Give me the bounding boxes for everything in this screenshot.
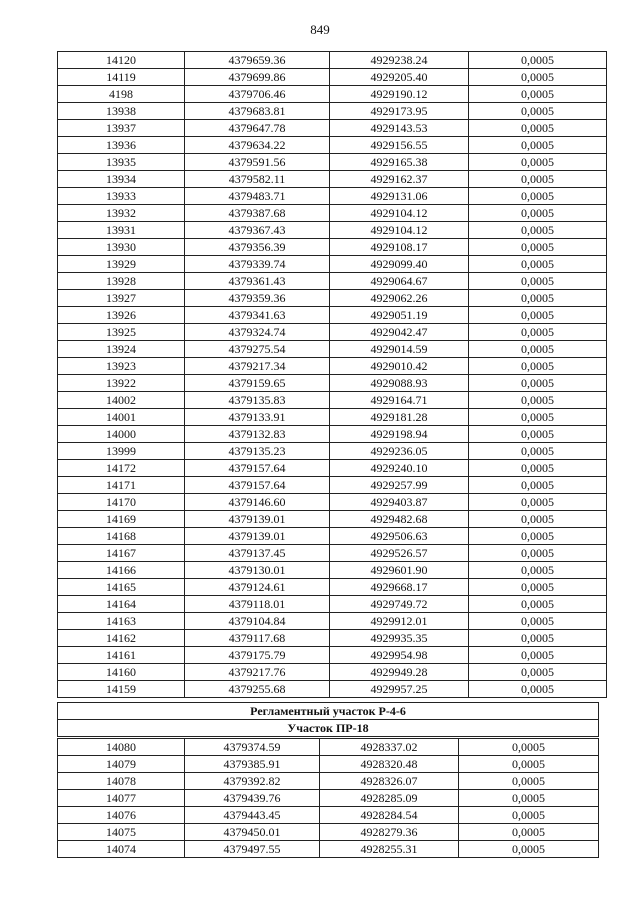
point-number-cell: 14119 bbox=[58, 69, 185, 86]
point-number-cell: 14168 bbox=[58, 528, 185, 545]
table-row bbox=[58, 773, 599, 790]
x-coordinate-cell: 4379582.11 bbox=[185, 171, 330, 188]
y-coordinate-cell: 4929165.38 bbox=[330, 154, 469, 171]
x-coordinate-cell: 4379217.34 bbox=[185, 358, 330, 375]
point-number-cell: 14000 bbox=[58, 426, 185, 443]
x-coordinate-cell: 4379133.91 bbox=[185, 409, 330, 426]
x-coordinate-cell: 4379135.83 bbox=[185, 392, 330, 409]
accuracy-cell: 0,0005 bbox=[469, 613, 607, 630]
accuracy-cell: 0,0005 bbox=[469, 341, 607, 358]
x-coordinate-cell: 4379130.01 bbox=[185, 562, 330, 579]
table-row bbox=[58, 222, 607, 239]
y-coordinate-cell: 4929205.40 bbox=[330, 69, 469, 86]
point-number-cell: 13934 bbox=[58, 171, 185, 188]
y-coordinate-cell: 4929954.98 bbox=[330, 647, 469, 664]
y-coordinate-cell: 4929601.90 bbox=[330, 562, 469, 579]
y-coordinate-cell: 4929668.17 bbox=[330, 579, 469, 596]
x-coordinate-cell: 4379132.83 bbox=[185, 426, 330, 443]
y-coordinate-cell: 4929062.26 bbox=[330, 290, 469, 307]
table-row bbox=[58, 477, 607, 494]
table-row bbox=[58, 681, 607, 698]
table-row bbox=[58, 511, 607, 528]
point-number-cell: 13929 bbox=[58, 256, 185, 273]
y-coordinate-cell: 4928285.09 bbox=[320, 790, 459, 807]
y-coordinate-cell: 4929104.12 bbox=[330, 205, 469, 222]
y-coordinate-cell: 4928284.54 bbox=[320, 807, 459, 824]
point-number-cell: 13922 bbox=[58, 375, 185, 392]
accuracy-cell: 0,0005 bbox=[469, 52, 607, 69]
table-row bbox=[58, 273, 607, 290]
y-coordinate-cell: 4929088.93 bbox=[330, 375, 469, 392]
table-row bbox=[58, 103, 607, 120]
x-coordinate-cell: 4379324.74 bbox=[185, 324, 330, 341]
y-coordinate-cell: 4929051.19 bbox=[330, 307, 469, 324]
accuracy-cell: 0,0005 bbox=[469, 630, 607, 647]
coordinates-table-body bbox=[58, 52, 607, 698]
accuracy-cell: 0,0005 bbox=[469, 596, 607, 613]
point-number-cell: 13931 bbox=[58, 222, 185, 239]
point-number-cell: 14159 bbox=[58, 681, 185, 698]
section-heading-regulated-plot: Регламентный участок Р-4-6 bbox=[58, 703, 599, 720]
point-number-cell: 14167 bbox=[58, 545, 185, 562]
point-number-cell: 13926 bbox=[58, 307, 185, 324]
accuracy-cell: 0,0005 bbox=[469, 103, 607, 120]
x-coordinate-cell: 4379683.81 bbox=[185, 103, 330, 120]
accuracy-cell: 0,0005 bbox=[469, 307, 607, 324]
x-coordinate-cell: 4379135.23 bbox=[185, 443, 330, 460]
accuracy-cell: 0,0005 bbox=[469, 120, 607, 137]
x-coordinate-cell: 4379374.59 bbox=[185, 739, 320, 756]
table-row bbox=[58, 52, 607, 69]
table-row bbox=[58, 358, 607, 375]
section-headings-table bbox=[57, 702, 599, 737]
point-number-cell: 14076 bbox=[58, 807, 185, 824]
accuracy-cell: 0,0005 bbox=[469, 69, 607, 86]
x-coordinate-cell: 4379341.63 bbox=[185, 307, 330, 324]
accuracy-cell: 0,0005 bbox=[469, 562, 607, 579]
table-row bbox=[58, 596, 607, 613]
accuracy-cell: 0,0005 bbox=[469, 222, 607, 239]
table-row bbox=[58, 443, 607, 460]
x-coordinate-cell: 4379137.45 bbox=[185, 545, 330, 562]
y-coordinate-cell: 4929198.94 bbox=[330, 426, 469, 443]
y-coordinate-cell: 4929010.42 bbox=[330, 358, 469, 375]
x-coordinate-cell: 4379367.43 bbox=[185, 222, 330, 239]
point-number-cell: 14164 bbox=[58, 596, 185, 613]
accuracy-cell: 0,0005 bbox=[459, 756, 599, 773]
y-coordinate-cell: 4929190.12 bbox=[330, 86, 469, 103]
table-row bbox=[58, 375, 607, 392]
point-number-cell: 14172 bbox=[58, 460, 185, 477]
point-number-cell: 14001 bbox=[58, 409, 185, 426]
accuracy-cell: 0,0005 bbox=[469, 358, 607, 375]
point-number-cell: 14170 bbox=[58, 494, 185, 511]
point-number-cell: 14077 bbox=[58, 790, 185, 807]
y-coordinate-cell: 4929108.17 bbox=[330, 239, 469, 256]
accuracy-cell: 0,0005 bbox=[459, 824, 599, 841]
accuracy-cell: 0,0005 bbox=[469, 290, 607, 307]
x-coordinate-cell: 4379159.65 bbox=[185, 375, 330, 392]
table-row bbox=[58, 790, 599, 807]
x-coordinate-cell: 4379699.86 bbox=[185, 69, 330, 86]
table-row bbox=[58, 86, 607, 103]
section-heading-plot: Участок ПР-18 bbox=[58, 720, 599, 737]
x-coordinate-cell: 4379706.46 bbox=[185, 86, 330, 103]
x-coordinate-cell: 4379118.01 bbox=[185, 596, 330, 613]
x-coordinate-cell: 4379146.60 bbox=[185, 494, 330, 511]
accuracy-cell: 0,0005 bbox=[469, 188, 607, 205]
x-coordinate-cell: 4379104.84 bbox=[185, 613, 330, 630]
point-number-cell: 14075 bbox=[58, 824, 185, 841]
point-number-cell: 13927 bbox=[58, 290, 185, 307]
x-coordinate-cell: 4379659.36 bbox=[185, 52, 330, 69]
y-coordinate-cell: 4929143.53 bbox=[330, 120, 469, 137]
x-coordinate-cell: 4379591.56 bbox=[185, 154, 330, 171]
point-number-cell: 14169 bbox=[58, 511, 185, 528]
x-coordinate-cell: 4379443.45 bbox=[185, 807, 320, 824]
y-coordinate-cell: 4928279.36 bbox=[320, 824, 459, 841]
table-row bbox=[58, 205, 607, 222]
x-coordinate-cell: 4379392.82 bbox=[185, 773, 320, 790]
accuracy-cell: 0,0005 bbox=[459, 841, 599, 858]
table-row bbox=[58, 460, 607, 477]
x-coordinate-cell: 4379385.91 bbox=[185, 756, 320, 773]
y-coordinate-cell: 4929506.63 bbox=[330, 528, 469, 545]
y-coordinate-cell: 4929912.01 bbox=[330, 613, 469, 630]
y-coordinate-cell: 4929164.71 bbox=[330, 392, 469, 409]
table-row bbox=[58, 426, 607, 443]
point-number-cell: 14171 bbox=[58, 477, 185, 494]
point-number-cell: 14162 bbox=[58, 630, 185, 647]
accuracy-cell: 0,0005 bbox=[469, 239, 607, 256]
accuracy-cell: 0,0005 bbox=[469, 205, 607, 222]
point-number-cell: 13930 bbox=[58, 239, 185, 256]
table-row bbox=[58, 324, 607, 341]
y-coordinate-cell: 4929014.59 bbox=[330, 341, 469, 358]
x-coordinate-cell: 4379483.71 bbox=[185, 188, 330, 205]
y-coordinate-cell: 4929238.24 bbox=[330, 52, 469, 69]
accuracy-cell: 0,0005 bbox=[469, 154, 607, 171]
accuracy-cell: 0,0005 bbox=[459, 739, 599, 756]
x-coordinate-cell: 4379255.68 bbox=[185, 681, 330, 698]
x-coordinate-cell: 4379175.79 bbox=[185, 647, 330, 664]
point-number-cell: 13923 bbox=[58, 358, 185, 375]
accuracy-cell: 0,0005 bbox=[469, 392, 607, 409]
accuracy-cell: 0,0005 bbox=[469, 664, 607, 681]
table-row bbox=[58, 171, 607, 188]
y-coordinate-cell: 4929935.35 bbox=[330, 630, 469, 647]
y-coordinate-cell: 4929162.37 bbox=[330, 171, 469, 188]
x-coordinate-cell: 4379361.43 bbox=[185, 273, 330, 290]
y-coordinate-cell: 4929173.95 bbox=[330, 103, 469, 120]
point-number-cell: 13933 bbox=[58, 188, 185, 205]
table-row bbox=[58, 647, 607, 664]
x-coordinate-cell: 4379339.74 bbox=[185, 256, 330, 273]
point-number-cell: 14166 bbox=[58, 562, 185, 579]
y-coordinate-cell: 4928326.07 bbox=[320, 773, 459, 790]
y-coordinate-cell: 4928255.31 bbox=[320, 841, 459, 858]
y-coordinate-cell: 4929526.57 bbox=[330, 545, 469, 562]
y-coordinate-cell: 4929064.67 bbox=[330, 273, 469, 290]
y-coordinate-cell: 4929131.06 bbox=[330, 188, 469, 205]
point-number-cell: 13936 bbox=[58, 137, 185, 154]
y-coordinate-cell: 4929104.12 bbox=[330, 222, 469, 239]
point-number-cell: 13999 bbox=[58, 443, 185, 460]
x-coordinate-cell: 4379117.68 bbox=[185, 630, 330, 647]
accuracy-cell: 0,0005 bbox=[469, 273, 607, 290]
x-coordinate-cell: 4379450.01 bbox=[185, 824, 320, 841]
point-number-cell: 14079 bbox=[58, 756, 185, 773]
y-coordinate-cell: 4929236.05 bbox=[330, 443, 469, 460]
point-number-cell: 13924 bbox=[58, 341, 185, 358]
accuracy-cell: 0,0005 bbox=[469, 256, 607, 273]
accuracy-cell: 0,0005 bbox=[469, 494, 607, 511]
point-number-cell: 14160 bbox=[58, 664, 185, 681]
plot-coordinates-table-body bbox=[58, 739, 599, 858]
x-coordinate-cell: 4379359.36 bbox=[185, 290, 330, 307]
point-number-cell: 13928 bbox=[58, 273, 185, 290]
y-coordinate-cell: 4929156.55 bbox=[330, 137, 469, 154]
table-row bbox=[58, 579, 607, 596]
x-coordinate-cell: 4379647.78 bbox=[185, 120, 330, 137]
accuracy-cell: 0,0005 bbox=[469, 443, 607, 460]
table-row bbox=[58, 562, 607, 579]
table-row bbox=[58, 841, 599, 858]
accuracy-cell: 0,0005 bbox=[469, 137, 607, 154]
accuracy-cell: 0,0005 bbox=[469, 375, 607, 392]
x-coordinate-cell: 4379157.64 bbox=[185, 460, 330, 477]
table-row bbox=[58, 290, 607, 307]
x-coordinate-cell: 4379217.76 bbox=[185, 664, 330, 681]
accuracy-cell: 0,0005 bbox=[469, 86, 607, 103]
table-row bbox=[58, 613, 607, 630]
table-row bbox=[58, 664, 607, 681]
x-coordinate-cell: 4379439.76 bbox=[185, 790, 320, 807]
point-number-cell: 14078 bbox=[58, 773, 185, 790]
y-coordinate-cell: 4929257.99 bbox=[330, 477, 469, 494]
y-coordinate-cell: 4929949.28 bbox=[330, 664, 469, 681]
accuracy-cell: 0,0005 bbox=[469, 528, 607, 545]
point-number-cell: 14161 bbox=[58, 647, 185, 664]
y-coordinate-cell: 4929403.87 bbox=[330, 494, 469, 511]
y-coordinate-cell: 4929240.10 bbox=[330, 460, 469, 477]
point-number-cell: 4198 bbox=[58, 86, 185, 103]
accuracy-cell: 0,0005 bbox=[469, 511, 607, 528]
table-row bbox=[58, 824, 599, 841]
x-coordinate-cell: 4379124.61 bbox=[185, 579, 330, 596]
accuracy-cell: 0,0005 bbox=[459, 807, 599, 824]
table-row bbox=[58, 239, 607, 256]
y-coordinate-cell: 4928320.48 bbox=[320, 756, 459, 773]
table-row bbox=[58, 756, 599, 773]
x-coordinate-cell: 4379139.01 bbox=[185, 528, 330, 545]
table-row bbox=[58, 69, 607, 86]
table-row bbox=[58, 256, 607, 273]
page-number: 849 bbox=[310, 22, 330, 37]
table-row bbox=[58, 137, 607, 154]
accuracy-cell: 0,0005 bbox=[459, 773, 599, 790]
point-number-cell: 14120 bbox=[58, 52, 185, 69]
x-coordinate-cell: 4379497.55 bbox=[185, 841, 320, 858]
point-number-cell: 13925 bbox=[58, 324, 185, 341]
point-number-cell: 14163 bbox=[58, 613, 185, 630]
accuracy-cell: 0,0005 bbox=[469, 460, 607, 477]
table-row bbox=[58, 630, 607, 647]
table-row bbox=[58, 188, 607, 205]
y-coordinate-cell: 4929482.68 bbox=[330, 511, 469, 528]
x-coordinate-cell: 4379634.22 bbox=[185, 137, 330, 154]
point-number-cell: 13937 bbox=[58, 120, 185, 137]
y-coordinate-cell: 4929042.47 bbox=[330, 324, 469, 341]
y-coordinate-cell: 4929181.28 bbox=[330, 409, 469, 426]
table-row bbox=[58, 545, 607, 562]
table-row bbox=[58, 528, 607, 545]
table-row bbox=[58, 307, 607, 324]
accuracy-cell: 0,0005 bbox=[469, 324, 607, 341]
point-number-cell: 13935 bbox=[58, 154, 185, 171]
accuracy-cell: 0,0005 bbox=[469, 426, 607, 443]
x-coordinate-cell: 4379275.54 bbox=[185, 341, 330, 358]
coordinates-table bbox=[57, 51, 607, 698]
accuracy-cell: 0,0005 bbox=[469, 171, 607, 188]
accuracy-cell: 0,0005 bbox=[459, 790, 599, 807]
x-coordinate-cell: 4379139.01 bbox=[185, 511, 330, 528]
table-row bbox=[58, 739, 599, 756]
x-coordinate-cell: 4379157.64 bbox=[185, 477, 330, 494]
accuracy-cell: 0,0005 bbox=[469, 647, 607, 664]
x-coordinate-cell: 4379387.68 bbox=[185, 205, 330, 222]
section-heading-row bbox=[58, 720, 599, 737]
y-coordinate-cell: 4929957.25 bbox=[330, 681, 469, 698]
x-coordinate-cell: 4379356.39 bbox=[185, 239, 330, 256]
table-row bbox=[58, 341, 607, 358]
accuracy-cell: 0,0005 bbox=[469, 579, 607, 596]
table-row bbox=[58, 392, 607, 409]
table-row bbox=[58, 409, 607, 426]
table-row bbox=[58, 154, 607, 171]
point-number-cell: 14002 bbox=[58, 392, 185, 409]
y-coordinate-cell: 4929099.40 bbox=[330, 256, 469, 273]
accuracy-cell: 0,0005 bbox=[469, 545, 607, 562]
y-coordinate-cell: 4929749.72 bbox=[330, 596, 469, 613]
table-row bbox=[58, 494, 607, 511]
accuracy-cell: 0,0005 bbox=[469, 681, 607, 698]
section-heading-row bbox=[58, 703, 599, 720]
point-number-cell: 13938 bbox=[58, 103, 185, 120]
table-row bbox=[58, 807, 599, 824]
accuracy-cell: 0,0005 bbox=[469, 477, 607, 494]
plot-coordinates-table bbox=[57, 738, 599, 858]
point-number-cell: 14074 bbox=[58, 841, 185, 858]
y-coordinate-cell: 4928337.02 bbox=[320, 739, 459, 756]
point-number-cell: 14080 bbox=[58, 739, 185, 756]
point-number-cell: 13932 bbox=[58, 205, 185, 222]
table-row bbox=[58, 120, 607, 137]
accuracy-cell: 0,0005 bbox=[469, 409, 607, 426]
point-number-cell: 14165 bbox=[58, 579, 185, 596]
